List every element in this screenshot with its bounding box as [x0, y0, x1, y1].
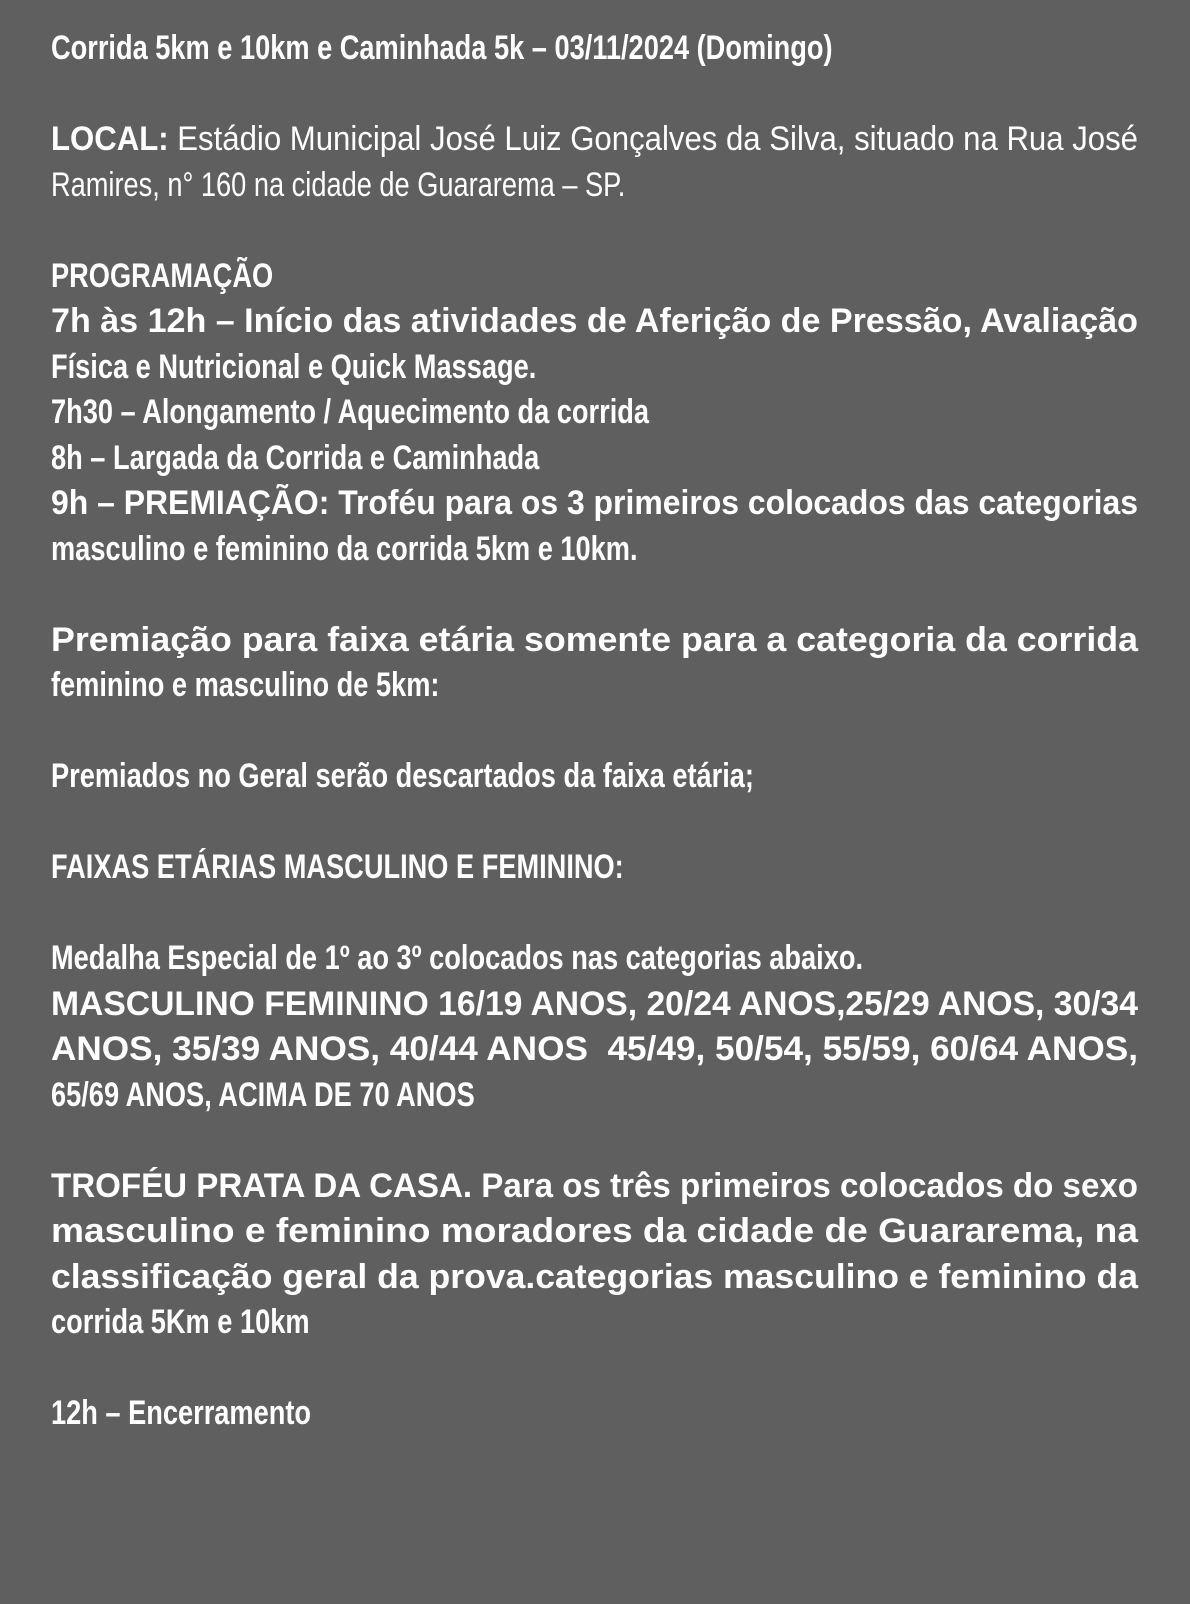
trofeu-line-3: classificação geral da prova.categorias masculino e feminino da: [51, 1257, 1138, 1296]
spacer: [51, 72, 1138, 118]
local-line-2: Ramires, n° 160 na cidade de Guararema – SP.: [51, 165, 626, 204]
local-label: LOCAL:: [51, 120, 169, 158]
trofeu-line-2: masculino e feminino moradores da cidade de Guararema, na: [51, 1212, 1138, 1250]
medalha-line-4: 65/69 ANOS, ACIMA DE 70 ANOS: [51, 1075, 475, 1114]
programacao-item-3: 8h – Largada da Corrida e Caminhada: [51, 438, 540, 477]
spacer: [51, 1118, 1138, 1164]
spacer: [51, 800, 1138, 846]
local-address-line-1: Estádio Municipal José Luiz Gonçalves da Silva, situado na Rua José: [177, 120, 1138, 158]
programacao-item-4-line-2: masculino e feminino da corrida 5km e 10km.: [51, 529, 638, 568]
spacer: [51, 1346, 1138, 1392]
trofeu-line-4: corrida 5Km e 10km: [51, 1303, 310, 1341]
programacao-heading: PROGRAMAÇÃO: [51, 256, 274, 295]
faixa-intro-line-2: feminino e masculino de 5km:: [51, 666, 440, 704]
trofeu-line-1: TROFÉU PRATA DA CASA. Para os três primeiros colocados do sexo: [51, 1166, 1138, 1205]
event-title: Corrida 5km e 10km e Caminhada 5k – 03/11/2024 (Domingo): [51, 29, 833, 67]
spacer: [51, 572, 1138, 618]
spacer: [51, 891, 1138, 937]
programacao-item-1-line-2: Física e Nutricional e Quick Massage.: [51, 347, 537, 386]
programacao-item-2: 7h30 – Alongamento / Aquecimento da corrida: [51, 393, 650, 431]
spacer: [51, 208, 1138, 254]
event-info-document: [51, 26, 1138, 1437]
faixa-intro-line-1: Premiação para faixa etária somente para a categoria da corrida: [51, 620, 1138, 659]
spacer: [51, 709, 1138, 755]
encerramento: 12h – Encerramento: [51, 1394, 312, 1432]
local-line-1: [51, 117, 1138, 163]
faixas-heading: FAIXAS ETÁRIAS MASCULINO E FEMININO:: [51, 848, 624, 886]
premiados-note: Premiados no Geral serão descartados da faixa etária;: [51, 757, 754, 795]
programacao-item-1-line-1: 7h às 12h – Início das atividades de Aferição de Pressão, Avaliação: [51, 302, 1138, 340]
medalha-line-2: MASCULINO FEMININO 16/19 ANOS, 20/24 ANOS,25/29 ANOS, 30/34: [51, 984, 1138, 1023]
programacao-item-4-line-1: 9h – PREMIAÇÃO: Troféu para os 3 primeiros colocados das categorias: [51, 484, 1138, 522]
medalha-line-3: ANOS, 35/39 ANOS, 40/44 ANOS 45/49, 50/54, 55/59, 60/64 ANOS,: [51, 1030, 1138, 1068]
medalha-line-1: Medalha Especial de 1º ao 3º colocados nas categorias abaixo.: [51, 939, 864, 977]
